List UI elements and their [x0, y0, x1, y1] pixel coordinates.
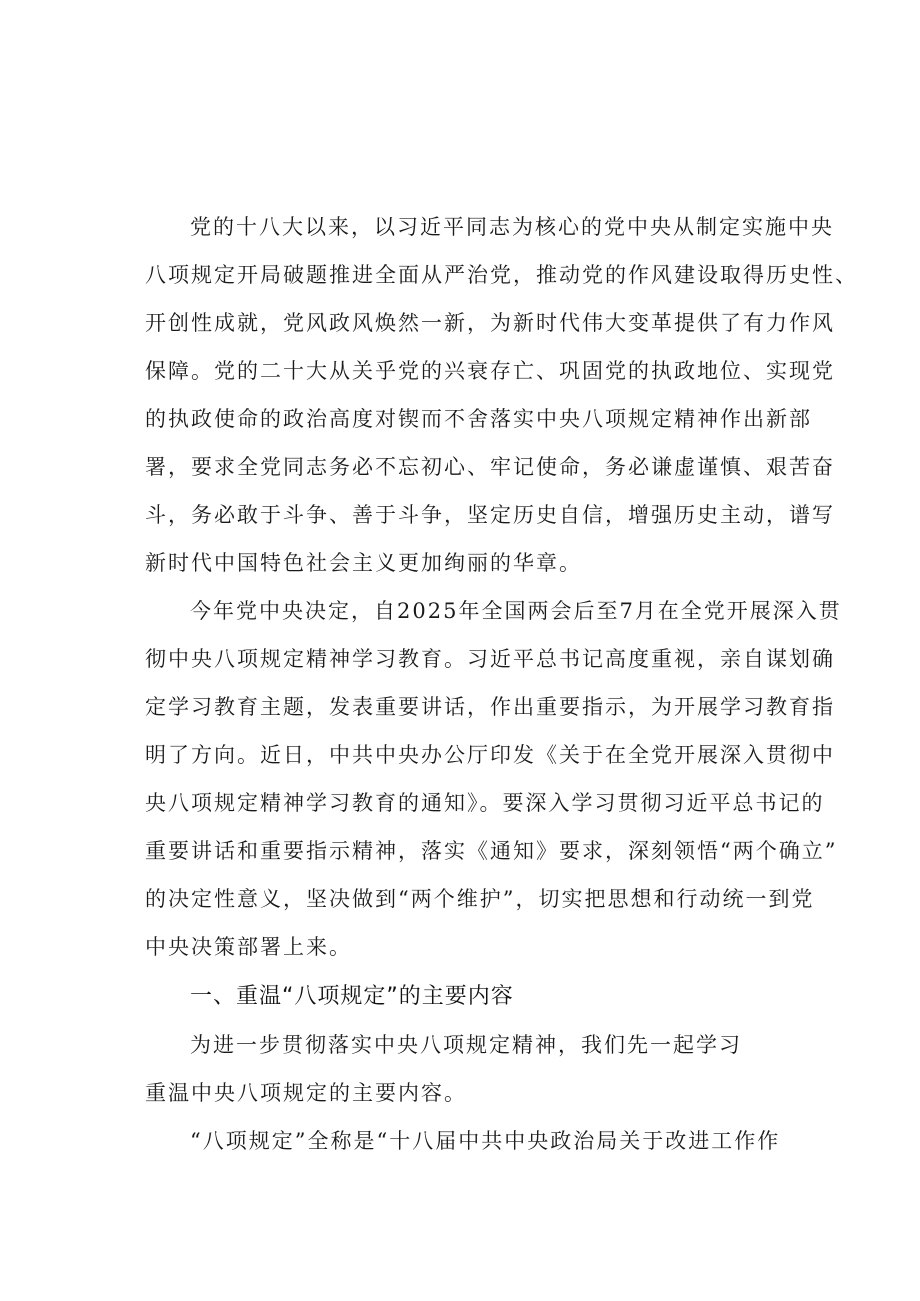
paragraph-1-line-7: 斗，务必敢于斗争、善于斗争，坚定历史自信，增强历史主动，谱写 [145, 503, 835, 527]
paragraph-1-line-6: 署，要求全党同志务必不忘初心、牢记使命，务必谦虚谨慎、艰苦奋 [145, 455, 835, 479]
paragraph-2-line-3: 定学习教育主题，发表重要讲话，作出重要指示，为开展学习教育指 [145, 695, 835, 719]
paragraph-2-line-5: 央八项规定精神学习教育的通知》。要深入学习贯彻习近平总书记的 [145, 791, 825, 815]
paragraph-1-line-4: 保障。党的二十大从关乎党的兴衰存亡、巩固党的执政地位、实现党 [145, 359, 835, 383]
paragraph-3-line-2: 重温中央八项规定的主要内容。 [145, 1081, 467, 1105]
paragraph-2-line-1: 今年党中央决定，自2025年全国两会后至7月在全党开展深入贯 [190, 599, 842, 623]
paragraph-2-line-7: 的决定性意义，坚决做到“两个维护”，切实把思想和行动统一到党 [145, 887, 815, 911]
paragraph-1-line-1: 党的十八大以来，以习近平同志为核心的党中央从制定实施中央 [190, 215, 834, 239]
paragraph-2-line-4: 明了方向。近日，中共中央办公厅印发《关于在全党开展深入贯彻中 [145, 743, 835, 767]
paragraph-1-line-8: 新时代中国特色社会主义更加绚丽的华章。 [145, 551, 582, 575]
paragraph-2-line-2: 彻中央八项规定精神学习教育。习近平总书记高度重视，亲自谋划确 [145, 647, 835, 671]
paragraph-1-line-2: 八项规定开局破题推进全面从严治党，推动党的作风建设取得历史性、 [145, 263, 858, 287]
paragraph-2-line-6: 重要讲话和重要指示精神，落实《通知》要求，深刻领悟“两个确立” [145, 839, 838, 863]
paragraph-4-line-1: “八项规定”全称是“十八届中共中央政治局关于改进工作作 [190, 1129, 781, 1153]
paragraph-2-line-8: 中央决策部署上来。 [145, 935, 352, 959]
paragraph-1-line-5: 的执政使命的政治高度对锲而不舍落实中央八项规定精神作出新部 [145, 407, 812, 431]
section-heading: 一、重温“八项规定”的主要内容 [190, 984, 514, 1009]
paragraph-3-line-1: 为进一步贯彻落实中央八项规定精神，我们先一起学习 [190, 1033, 742, 1057]
paragraph-1-line-3: 开创性成就，党风政风焕然一新，为新时代伟大变革提供了有力作风 [145, 311, 835, 335]
